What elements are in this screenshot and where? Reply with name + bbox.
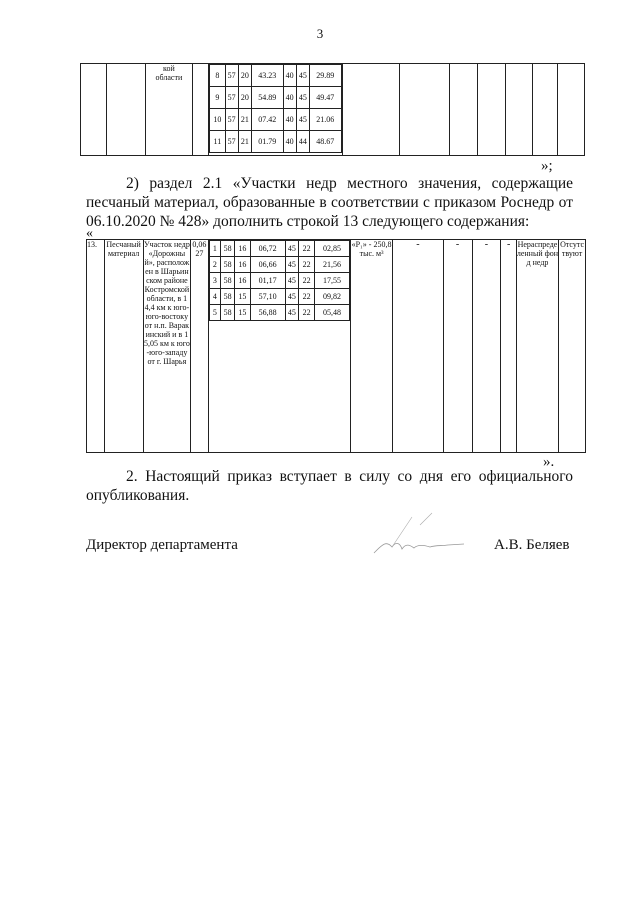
coordinate-cell: 10 [210, 109, 225, 131]
coordinate-cell: 45 [285, 289, 299, 305]
licence-status: Отсутствуют [559, 240, 586, 453]
coordinate-cell: 22 [299, 289, 315, 305]
coordinate-row [209, 257, 349, 273]
coordinates-subtable [209, 240, 350, 321]
table-cell [193, 64, 209, 156]
table-cell [81, 64, 107, 156]
coordinate-cell: 8 [210, 65, 225, 87]
coordinate-cell: 43.23 [251, 65, 283, 87]
page-number: 3 [316, 26, 324, 41]
coordinate-cell: 22 [299, 257, 315, 273]
coordinate-cell: 15 [234, 289, 250, 305]
coordinate-cell: 45 [285, 257, 299, 273]
handwritten-signature [372, 505, 472, 555]
coordinate-cell: 22 [299, 273, 315, 289]
coordinate-row [209, 241, 349, 257]
coordinate-row [209, 305, 349, 321]
table-cell [342, 64, 400, 156]
coordinate-cell: 07.42 [251, 109, 283, 131]
fund-status: Нераспределенный фонд недр [516, 240, 558, 453]
coordinate-cell: 57 [225, 109, 238, 131]
table-cell [477, 64, 505, 156]
table-cell [400, 64, 449, 156]
coordinate-row [210, 87, 341, 109]
signatory-name: А.В. Беляев [494, 537, 570, 553]
coordinate-cell: 5 [209, 305, 221, 321]
coordinate-cell: 16 [234, 273, 250, 289]
coordinate-cell: 02,85 [315, 241, 350, 257]
opening-quote: « [86, 226, 93, 241]
dash-cell: - [443, 240, 472, 453]
closing-quote-2: ». [543, 454, 555, 470]
table-cell [506, 64, 533, 156]
coordinate-cell: 40 [283, 131, 296, 153]
coordinate-cell: 58 [221, 257, 235, 273]
coordinate-cell: 57 [225, 87, 238, 109]
dash-cell: - [501, 240, 516, 453]
table-cell [107, 64, 145, 156]
coordinate-cell: 2 [209, 257, 221, 273]
coordinate-cell: 22 [299, 241, 315, 257]
coordinate-cell: 21 [238, 131, 251, 153]
coordinates-cell [208, 240, 350, 453]
row-number: 13. [87, 240, 105, 453]
coordinates-table-continuation [80, 63, 585, 156]
coordinate-row [210, 65, 341, 87]
coordinate-cell: 21,56 [315, 257, 350, 273]
coordinate-cell: 45 [285, 241, 299, 257]
dash-cell: - [393, 240, 444, 453]
coordinate-cell: 44 [296, 131, 309, 153]
area-value: 0,0627 [191, 240, 209, 453]
coordinate-cell: 45 [296, 65, 309, 87]
coordinate-cell: 09,82 [315, 289, 350, 305]
coordinate-cell: 20 [238, 87, 251, 109]
coordinate-cell: 58 [221, 289, 235, 305]
coordinate-cell: 22 [299, 305, 315, 321]
dash-cell: - [472, 240, 501, 453]
paragraph-amendment: 2) раздел 2.1 «Участки недр местного значения, содержащие песчаный материал, образованные в соответствии с приказом Роснедр от 06.10.2020 № 428» дополнить строкой 13 следующего содержания: [86, 175, 573, 230]
coordinate-cell: 40 [283, 109, 296, 131]
coordinate-row [210, 131, 341, 153]
coordinate-cell: 06,72 [250, 241, 285, 257]
coordinates-subtable [209, 64, 341, 153]
coordinate-cell: 11 [210, 131, 225, 153]
coordinate-cell: 15 [234, 305, 250, 321]
coordinate-cell: 06,66 [250, 257, 285, 273]
closing-quote-1: »; [541, 158, 553, 174]
coordinate-cell: 45 [296, 109, 309, 131]
coordinate-cell: 45 [285, 305, 299, 321]
coordinate-cell: 56,88 [250, 305, 285, 321]
coordinate-cell: 17,55 [315, 273, 350, 289]
coordinate-row [209, 273, 349, 289]
coordinate-cell: 54.89 [251, 87, 283, 109]
table-cell [449, 64, 477, 156]
coordinate-cell: 40 [283, 87, 296, 109]
coordinate-cell: 57 [225, 131, 238, 153]
coordinate-cell: 49.47 [309, 87, 341, 109]
coordinate-cell: 16 [234, 257, 250, 273]
coordinate-row [209, 289, 349, 305]
coordinate-cell: 57 [225, 65, 238, 87]
coordinate-cell: 20 [238, 65, 251, 87]
site-description: Участок недр «Дорожный», расположен в Шарьинском районе Костромской области, в 14,4 км к юго-юго-востоку от н.п. Варакинский и в 15,05 км к юго-юго-западу от г. Шарья [143, 240, 190, 453]
region-label: кой области [145, 64, 192, 156]
coordinate-cell: 16 [234, 241, 250, 257]
coordinate-cell: 45 [296, 87, 309, 109]
coordinate-row [210, 109, 341, 131]
coordinate-cell: 9 [210, 87, 225, 109]
coordinate-cell: 1 [209, 241, 221, 257]
coordinate-cell: 05,48 [315, 305, 350, 321]
table-cell [557, 64, 584, 156]
coordinate-cell: 01,17 [250, 273, 285, 289]
mineral-type: Песчаный материал [104, 240, 143, 453]
coordinate-cell: 40 [283, 65, 296, 87]
coordinates-cell [209, 64, 342, 156]
coordinate-cell: 3 [209, 273, 221, 289]
table-cell [533, 64, 557, 156]
coordinate-cell: 57,10 [250, 289, 285, 305]
coordinate-cell: 58 [221, 273, 235, 289]
coordinate-cell: 58 [221, 305, 235, 321]
coordinate-cell: 58 [221, 241, 235, 257]
signatory-position: Директор департамента [86, 537, 238, 553]
coordinate-cell: 45 [285, 273, 299, 289]
coordinate-cell: 01.79 [251, 131, 283, 153]
coordinate-cell: 48.67 [309, 131, 341, 153]
paragraph-effective-date: 2. Настоящий приказ вступает в силу со дня его официального опубликования. [86, 468, 573, 504]
coordinate-cell: 29.89 [309, 65, 341, 87]
coordinate-cell: 21.06 [309, 109, 341, 131]
new-row-13-table [86, 239, 586, 453]
resources-value: «P₁» - 250,8 тыс. м³ [350, 240, 392, 453]
coordinate-cell: 4 [209, 289, 221, 305]
coordinate-cell: 21 [238, 109, 251, 131]
